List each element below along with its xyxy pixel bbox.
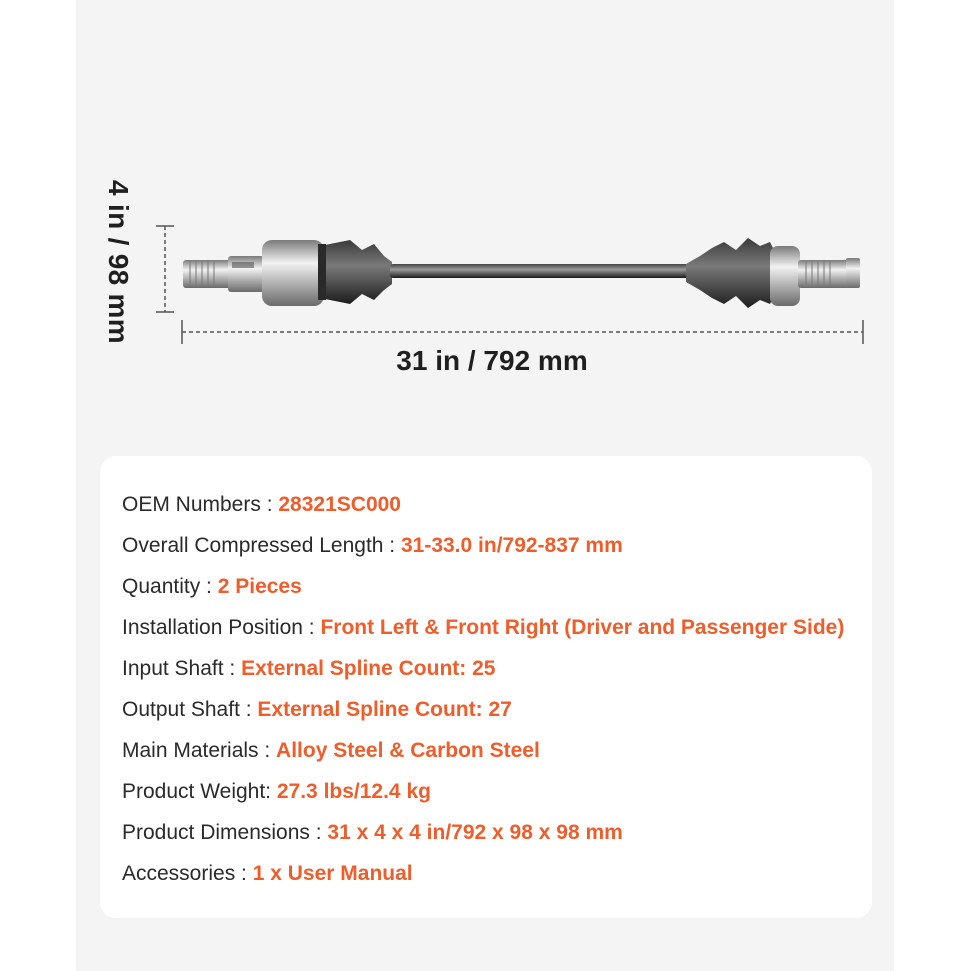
inner-cv-boot bbox=[318, 240, 392, 304]
output-spline-shaft bbox=[798, 258, 860, 288]
spec-value: 31-33.0 in/792-837 mm bbox=[400, 534, 623, 557]
spec-label: Main Materials : bbox=[122, 739, 277, 762]
spec-label: Accessories : bbox=[122, 862, 253, 885]
spec-value: External Spline Count: 27 bbox=[257, 698, 512, 721]
outer-cv-housing bbox=[770, 246, 800, 306]
length-dimension-label: 31 in / 792 mm bbox=[396, 345, 588, 376]
spec-value: External Spline Count: 25 bbox=[241, 657, 496, 680]
spec-label: Quantity : bbox=[122, 575, 218, 598]
spec-overall-length bbox=[122, 525, 844, 566]
spec-quantity bbox=[122, 566, 844, 607]
spec-input-shaft bbox=[122, 648, 844, 689]
spec-output-shaft bbox=[122, 689, 844, 730]
spec-value: 31 x 4 x 4 in/792 x 98 x 98 mm bbox=[327, 821, 623, 844]
spec-product-dimensions bbox=[122, 812, 844, 853]
spec-label: Product Dimensions : bbox=[122, 821, 328, 844]
spec-label: Product Weight: bbox=[122, 780, 277, 803]
spec-label: Installation Position : bbox=[122, 616, 321, 639]
input-spline-shaft bbox=[183, 256, 264, 292]
spec-main-materials bbox=[122, 730, 844, 771]
outer-cv-boot bbox=[686, 238, 774, 308]
spec-value: 27.3 lbs/12.4 kg bbox=[276, 780, 431, 803]
spec-value: Front Left & Front Right (Driver and Passenger Side) bbox=[320, 616, 845, 639]
specifications-card bbox=[100, 456, 872, 918]
spec-value: 2 Pieces bbox=[217, 575, 302, 598]
spec-label: Input Shaft : bbox=[122, 657, 242, 680]
spec-label: Output Shaft : bbox=[122, 698, 258, 721]
spec-value: Alloy Steel & Carbon Steel bbox=[276, 739, 540, 762]
spec-accessories bbox=[122, 853, 844, 894]
height-dimension-label: 4 in / 98 mm bbox=[103, 180, 134, 344]
spec-value: 28321SC000 bbox=[278, 493, 401, 516]
spec-label: Overall Compressed Length : bbox=[122, 534, 401, 557]
spec-list bbox=[122, 484, 844, 894]
axle-shaft bbox=[390, 264, 690, 278]
height-dimension-line bbox=[156, 226, 174, 312]
length-dimension-line bbox=[182, 320, 863, 344]
inner-cv-housing bbox=[262, 240, 324, 306]
spec-product-weight bbox=[122, 771, 844, 812]
spec-label: OEM Numbers : bbox=[122, 493, 279, 516]
spec-value: 1 x User Manual bbox=[252, 862, 413, 885]
spec-oem-numbers bbox=[122, 484, 844, 525]
spec-installation-position bbox=[122, 607, 844, 648]
